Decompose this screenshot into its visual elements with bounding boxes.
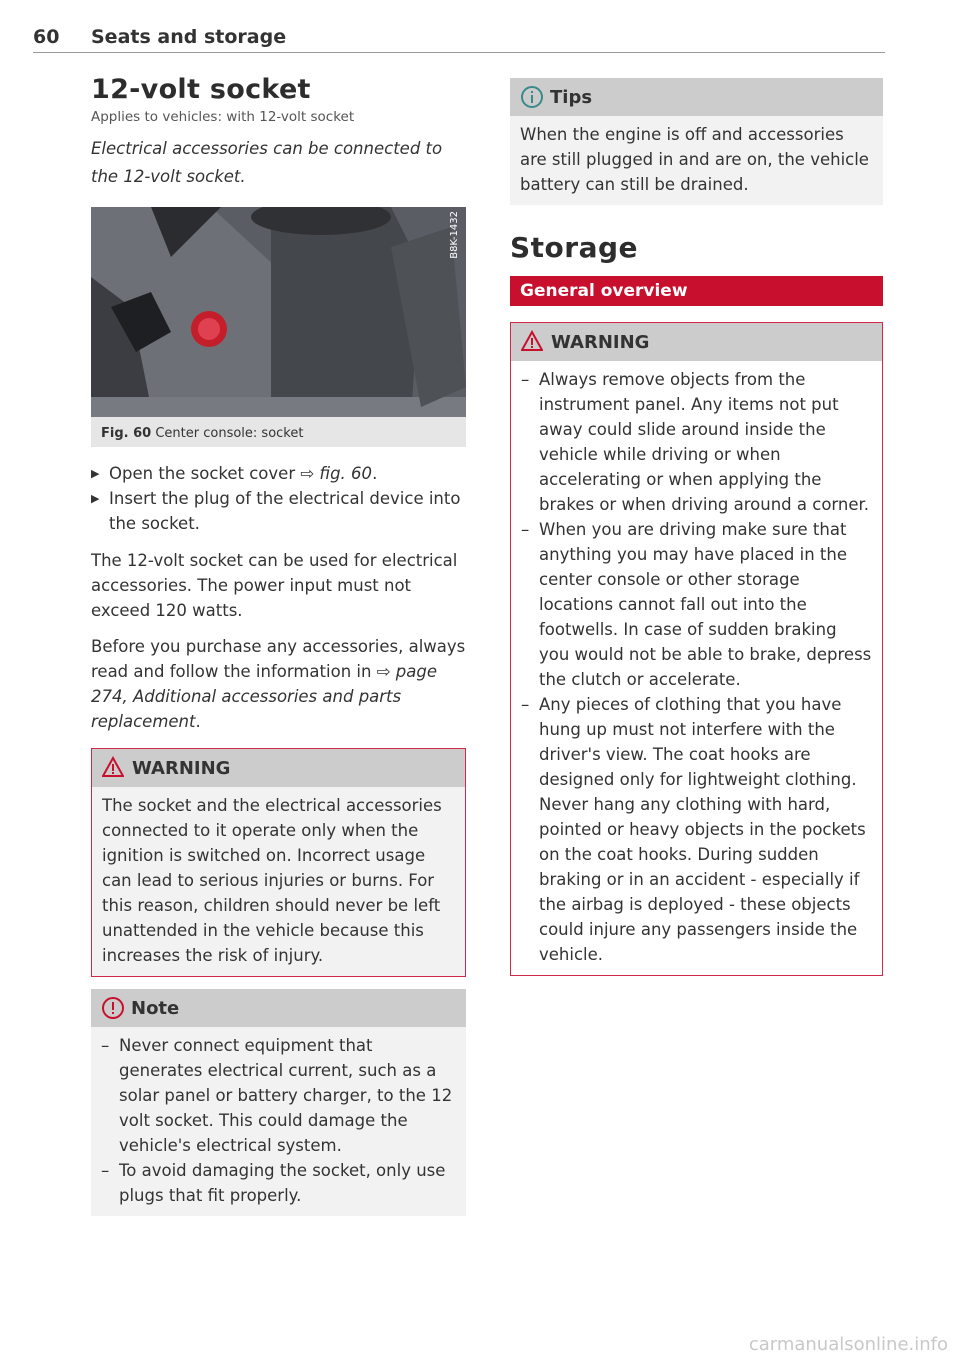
applies-note: Applies to vehicles: with 12-volt socket: [91, 109, 355, 125]
right-column: [510, 78, 883, 976]
figure-caption: [101, 426, 303, 441]
tips-text: When the engine is off and accessories are still plugged in and are on, the vehicle battery can still be drained.: [510, 116, 883, 205]
figure-caption-text: Center console: socket: [155, 426, 304, 441]
triangle-arrow-icon: ▶: [91, 492, 100, 505]
warning-triangle-icon: [521, 330, 543, 357]
section-title: Seats and storage: [91, 26, 287, 48]
figure-label: Fig. 60: [101, 426, 152, 441]
warning-label: WARNING: [551, 332, 650, 353]
intro-text: Electrical accessories can be connected to the 12-volt socket.: [91, 139, 443, 186]
console-illustration: [91, 207, 466, 447]
list-item: – Never connect equipment that generates electrical current, such as a solar panel or battery charger, to the 12 volt socket. This could damage the vehicle's electrical system.: [101, 1036, 453, 1155]
subsection-bar: General overview: [510, 276, 883, 306]
warning-box: [510, 322, 883, 976]
figure-code: B8K-1432: [449, 211, 460, 259]
left-column: [91, 74, 466, 1216]
note-circle-icon: [101, 996, 125, 1025]
section-heading: Storage: [510, 231, 639, 264]
tips-box: [510, 78, 883, 205]
page-link[interactable]: ⇨ page 274, Additional accessories and parts replacement: [91, 662, 437, 731]
list-item: – Always remove objects from the instrument panel. Any items not put away could slide around inside the vehicle while driving or when accelerating or when applying the brakes or when driving around a corner.: [521, 370, 870, 514]
list-item: – When you are driving make sure that anything you may have placed in the center console or other storage locations cannot fall out into the footwells. In case of sudden braking you would not be able to brake, depress the clutch or accelerate.: [521, 520, 872, 689]
watermark: carmanualsonline.info: [748, 1334, 948, 1355]
page-number: 60: [33, 26, 60, 48]
list-item: – To avoid damaging the socket, only use plugs that fit properly.: [101, 1161, 446, 1205]
tips-label: Tips: [550, 87, 593, 108]
warning-triangle-icon: [102, 756, 124, 783]
note-label: Note: [131, 998, 180, 1019]
note-box: [91, 989, 466, 1216]
step-item: ▶ Insert the plug of the electrical device into the socket.: [91, 486, 466, 536]
body-paragraph: The 12-volt socket can be used for electrical accessories. The power input must not exceed 120 watts.: [91, 551, 458, 620]
warning-text: The socket and the electrical accessories connected to it operate only when the ignition is switched on. Incorrect usage can lead to serious injuries or burns. For this reason, children should never be left unattended in the vehicle because this increases the risk of injury.: [92, 787, 465, 976]
warning-label: WARNING: [132, 758, 231, 779]
figure-center-console: [91, 207, 466, 447]
info-circle-icon: [520, 85, 544, 114]
list-item: – Any pieces of clothing that you have hung up must not interfere with the driver's view. The coat hooks are designed only for lightweight clothing. Never hang any clothing with hard, pointed or heavy objects in the pockets on the coat hooks. During sudden braking or in an accident - especially if the airbag is deployed - these objects could injure any passengers inside the vehicle.: [521, 695, 866, 964]
page-title: 12-volt socket: [91, 74, 311, 105]
body-paragraph: Before you purchase any accessories, always read and follow the information in ⇨ page 274, Additional accessories and parts replacement.: [91, 637, 466, 731]
triangle-arrow-icon: ▶: [91, 467, 100, 480]
warning-box: [91, 748, 466, 977]
step-item: ▶ Open the socket cover ⇨ fig. 60.: [91, 461, 466, 486]
page-header: [33, 26, 885, 53]
figure-link[interactable]: ⇨ fig. 60: [300, 464, 373, 483]
